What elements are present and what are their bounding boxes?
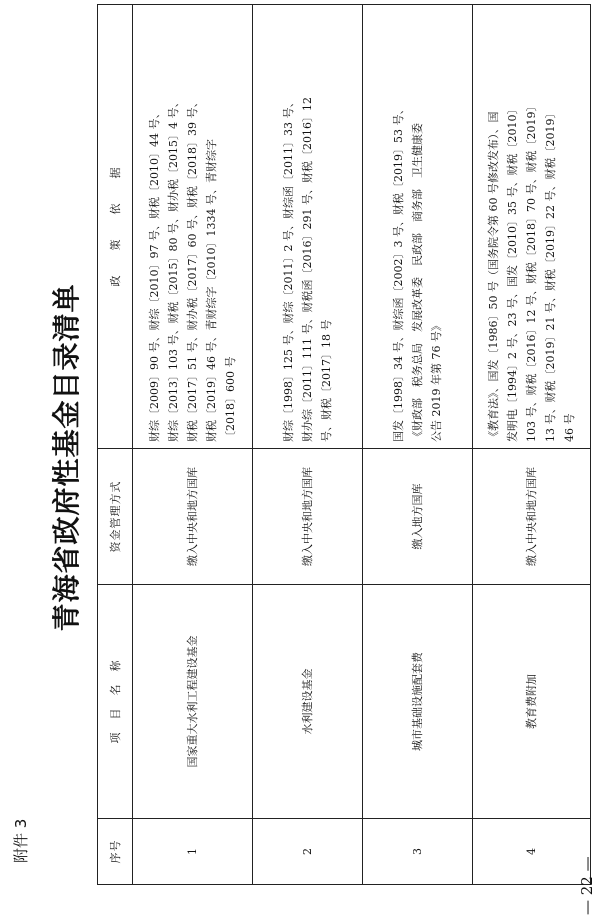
row-name: 水利建设基金: [253, 585, 363, 819]
row-name: 城市基础设施配套费: [363, 585, 473, 819]
page-title: 青海省政府性基金目录清单: [50, 283, 83, 632]
basis-line: 《财政部 税务总局 发展改革委 民政部 商务部 卫生健康委: [411, 123, 424, 442]
basis-line: 财综〔1998〕125 号、财综〔2011〕2 号、财综函〔2011〕33 号、: [282, 96, 295, 442]
row-mgmt: 缴入地方国库: [363, 449, 473, 585]
row-mgmt: 缴入中央和地方国库: [473, 449, 591, 585]
fund-catalog-table: [97, 4, 591, 885]
table-row: [473, 5, 591, 885]
header-no: 序号: [98, 819, 133, 885]
row-name: 国家重大水利工程建设基金: [133, 585, 253, 819]
basis-line: 发明电〔1994〕2 号、23 号、国发〔2010〕35 号、财税〔2010〕: [506, 103, 519, 442]
table-header-row: [98, 5, 133, 885]
row-no: 3: [363, 819, 473, 885]
row-name: 教育费附加: [473, 585, 591, 819]
row-basis: [473, 5, 591, 449]
row-no: 4: [473, 819, 591, 885]
table-row: [253, 5, 363, 885]
row-mgmt: 缴入中央和地方国库: [133, 449, 253, 585]
header-name: 项 目 名 称: [98, 585, 133, 819]
row-basis: [253, 5, 363, 449]
page-number: — 22 —: [578, 856, 596, 915]
header-mgmt: 资金管理方式: [98, 449, 133, 585]
basis-line: 财税〔2019〕46 号、青财综字〔2010〕1334 号、青财综字: [205, 139, 218, 442]
row-no: 1: [133, 819, 253, 885]
row-no: 2: [253, 819, 363, 885]
row-basis: [133, 5, 253, 449]
row-basis: [363, 5, 473, 449]
basis-line: 财税〔2017〕51 号、财办税〔2017〕60 号、财税〔2018〕39 号、: [186, 96, 199, 442]
basis-line: 号、财税〔2017〕18 号: [320, 319, 333, 442]
row-mgmt: 缴入中央和地方国库: [253, 449, 363, 585]
annex-label: 附件 3: [12, 818, 30, 863]
basis-line: 〔2018〕600 号: [224, 356, 237, 442]
basis-line: 46 号: [563, 413, 576, 442]
basis-line: 103 号、财税〔2016〕12 号、财税〔2018〕70 号、财税〔2019〕: [525, 100, 538, 442]
basis-line: 财办综〔2011〕111 号、财税函〔2016〕291 号、财税〔2016〕12: [301, 97, 314, 442]
basis-line: 国发〔1998〕34 号、财综函〔2002〕3 号、财税〔2019〕53 号、: [392, 103, 405, 442]
basis-line: 财综〔2013〕103 号、财税〔2015〕80 号、财办税〔2015〕4 号、: [167, 96, 180, 442]
basis-line: 公告 2019 年第 76 号》: [430, 320, 443, 442]
basis-line: 《教育法》、国发〔1986〕50 号（国务院令第 60 号修改发布）、国: [487, 111, 500, 442]
basis-line: 13 号、财税〔2019〕21 号、财税〔2019〕22 号、财税〔2019〕: [544, 107, 557, 442]
basis-line: 财综〔2009〕90 号、财综〔2010〕97 号、财税〔2010〕44 号、: [148, 107, 161, 442]
header-basis: 政 策 依 据: [98, 5, 133, 449]
table-row: [133, 5, 253, 885]
table-row: [363, 5, 473, 885]
